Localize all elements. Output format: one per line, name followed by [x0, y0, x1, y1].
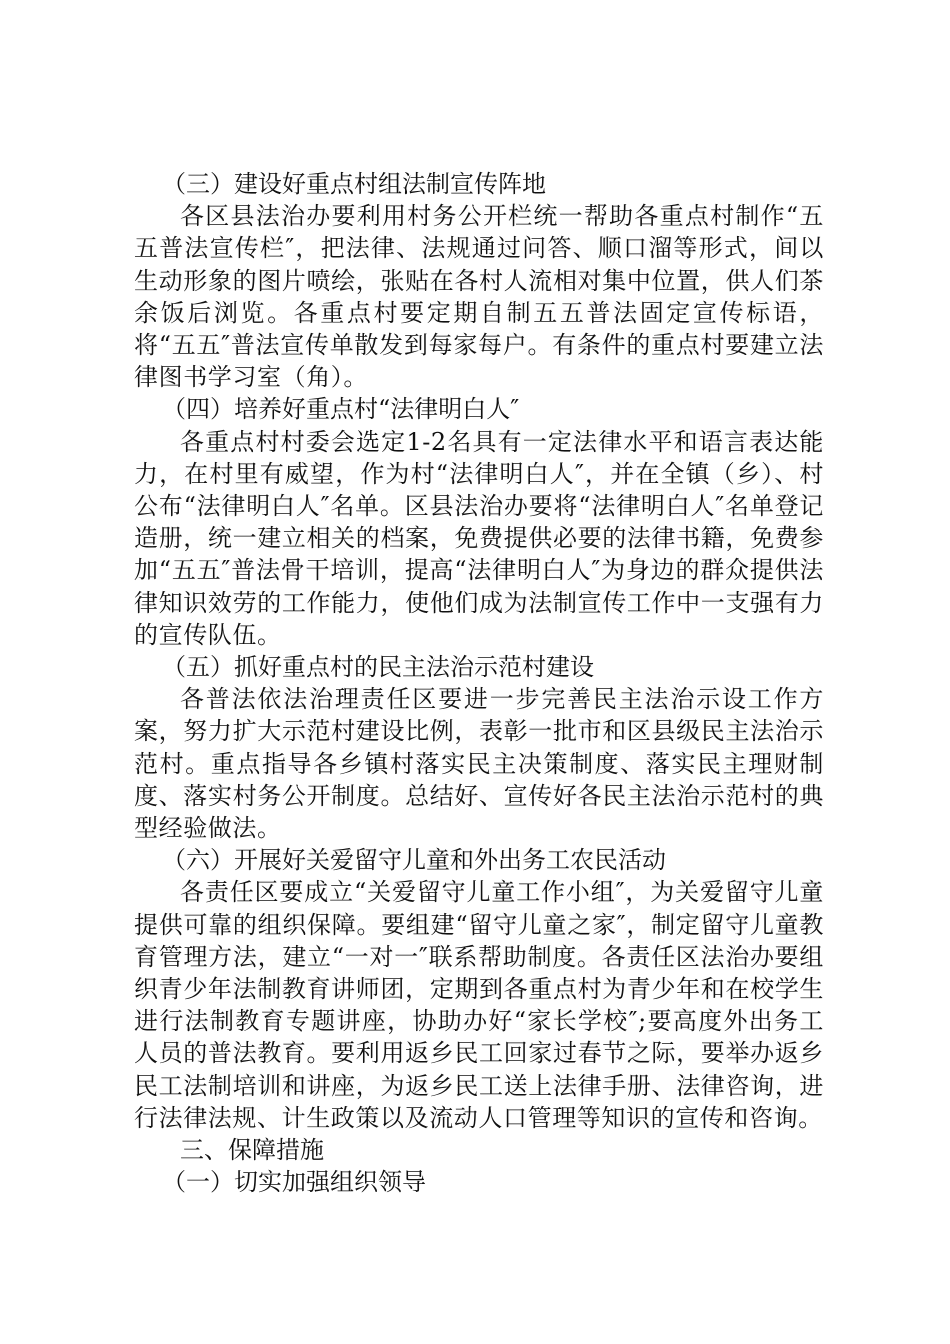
section-body-6: 各责任区要成立“关爱留守儿童工作小组″，为关爱留守儿童提供可靠的组织保障。要组建“留守儿童之家″，制定留守儿童教育管理方法，建立“一对一″联系帮助制度。各责任区法治办要组织青少年法制教育讲师团，定期到各重点村为青少年和在校学生进行法制教育专题讲座，协助办好“家长学校″;要高度外出务工人员的普法教育。要利用返乡民工回家过春节之际，要举办返乡民工法制培训和讲座，为返乡民工送上法律手册、法律咨询，进行法律法规、计生政策以及流动人口管理等知识的宣传和咨询。 — [134, 878, 824, 1132]
section-body-4: 各重点村村委会选定1-2名具有一定法律水平和语言表达能力，在村里有威望，作为村“法律明白人″，并在全镇（乡）、村公布“法律明白人″名单。区县法治办要将“法律明白人″名单登记造册，统一建立相关的档案，免费提供必要的法律书籍，免费参加“五五″普法骨干培训，提高“法律明白人″为身边的群众提供法律知识效劳的工作能力，使他们成为法制宣传工作中一支强有力的宣传队伍。 — [134, 427, 824, 649]
section-heading-6: （六）开展好关爱留守儿童和外出务工农民活动 — [162, 846, 666, 875]
section-heading-5: （五）抓好重点村的民主法治示范村建设 — [162, 653, 594, 682]
section-body-5: 各普法依法治理责任区要进一步完善民主法治示设工作方案，努力扩大示范村建设比例，表彰一批市和区县级民主法治示范村。重点指导各乡镇村落实民主决策制度、落实民主理财制度、落实村务公开制度。总结好、宣传好各民主法治示范村的典型经验做法。 — [134, 685, 824, 843]
document-page — [134, 168, 824, 1199]
sub-heading-organization: （一）切实加强组织领导 — [162, 1168, 426, 1197]
section-body-3: 各区县法治办要利用村务公开栏统一帮助各重点村制作“五五普法宣传栏″，把法律、法规通过问答、顺口溜等形式，间以生动形象的图片喷绘，张贴在各村人流相对集中位置，供人们茶余饭后浏览。各重点村要定期自制五五普法固定宣传标语，将“五五″普法宣传单散发到每家每户。有条件的重点村要建立法律图书学习室（角）。 — [134, 202, 824, 392]
section-heading-3: （三）建设好重点村组法制宣传阵地 — [162, 170, 546, 198]
section-heading-4: （四）培养好重点村“法律明白人″ — [162, 395, 520, 424]
part-heading-safeguards: 三、保障措施 — [180, 1136, 324, 1165]
